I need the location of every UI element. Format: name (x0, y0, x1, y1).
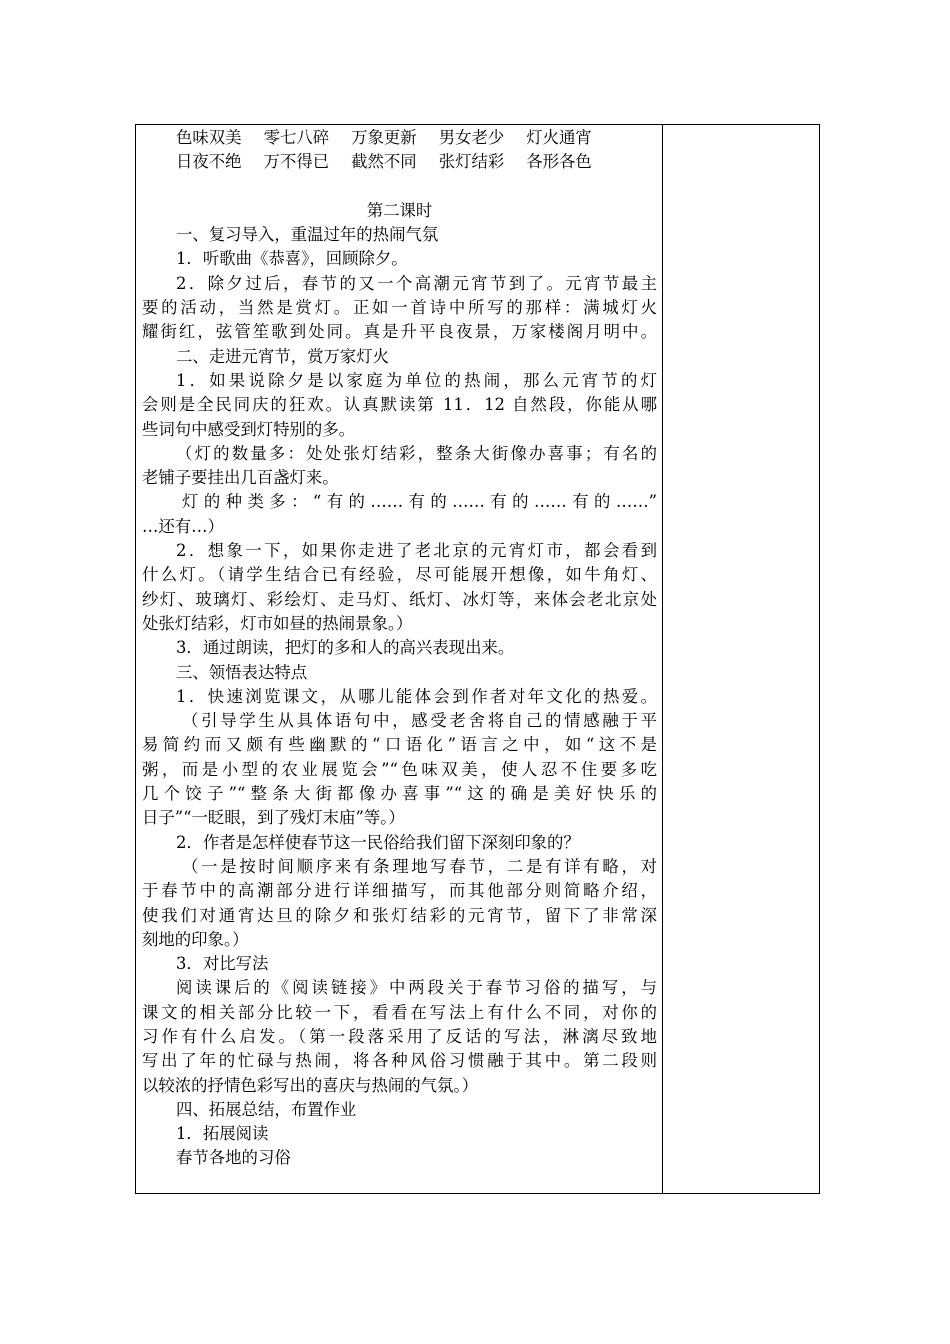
paragraph-line: 日子”“一眨眼，到了残灯末庙”等。） (142, 808, 405, 828)
section-heading: 一、复习导入，重温过年的热闹气氛 (176, 225, 439, 245)
section-heading: 三、领悟表达特点 (176, 662, 308, 682)
notes-cell (663, 125, 819, 1193)
paragraph-line: 3．通过朗读，把灯的多和人的高兴表现出来。 (176, 638, 515, 658)
paragraph-line: 阅读课后的《阅读链接》中两段关于春节习俗的描写，与 (176, 978, 657, 998)
paragraph-line: 3．对比写法 (176, 954, 269, 974)
paragraph-line: 写出了年的忙碌与热闹，将各种风俗习惯融于其中。第二段则 (142, 1051, 657, 1071)
paragraph-line: 2．想象一下，如果你走进了老北京的元宵灯市，都会看到 (176, 541, 657, 561)
paragraph-line: 处张灯结彩，灯市如昼的热闹景象。） (142, 613, 413, 633)
paragraph-line: 1．快速浏览课文，从哪儿能体会到作者对年文化的热爱。 (176, 686, 657, 706)
paragraph-line: 几个饺子”“整条大街都像办喜事”“这的确是美好快乐的 (142, 784, 657, 804)
vocab-word: 零七八碎 (263, 128, 330, 147)
paragraph-line: 1．听歌曲《恭喜》，回顾除夕。 (176, 249, 408, 269)
paragraph-line: （一是按时间顺序来有条理地写春节，二是有详有略，对 (182, 856, 657, 876)
vocab-word: 日夜不绝 (176, 152, 242, 172)
vocab-row (142, 150, 657, 174)
vocab-word: 色味双美 (176, 128, 242, 147)
section-heading: 四、拓展总结，布置作业 (176, 1099, 357, 1119)
lesson-title: 第二课时 (366, 200, 433, 220)
paragraph-line: 习作有什么启发。（第一段落采用了反话的写法，淋漓尽致地 (142, 1026, 657, 1046)
vocab-word: 万不得已 (263, 152, 330, 172)
paragraph-line: 耀街红，弦管笙歌到处同。真是升平良夜景，万家楼阁月明中。 (142, 322, 657, 342)
paragraph-line: 老铺子要挂出几百盏灯来。 (142, 468, 339, 488)
section-heading: 二、走进元宵节，赏万家灯火 (176, 346, 390, 366)
paragraph-line: …还有…） (142, 516, 224, 536)
paragraph-line: 粥，而是小型的农业展览会”“色味双美，使人忍不住要多吃 (142, 759, 657, 779)
paragraph-line: 纱灯、玻璃灯、彩绘灯、走马灯、纸灯、冰灯等，来体会老北京处 (142, 589, 657, 609)
paragraph-line: 1．如果说除夕是以家庭为单位的热闹，那么元宵节的灯 (176, 370, 657, 390)
paragraph-line: 1．拓展阅读 (176, 1124, 269, 1144)
paragraph-line: 2．除夕过后，春节的又一个高潮元宵节到了。元宵节最主 (176, 273, 657, 293)
paragraph-line: 以较浓的抒情色彩写出的喜庆与热闹的气氛。） (142, 1075, 479, 1095)
vocab-word: 灯火通宵 (526, 128, 592, 147)
paragraph-line: 易简约而又颇有些幽默的“口语化”语言之中，如“这不是 (142, 735, 657, 755)
lesson-content-cell (136, 125, 662, 1193)
paragraph-line: 课文的相关部分比较一下，看看在写法上有什么不同，对你的 (142, 1002, 657, 1022)
vocab-word: 男女老少 (438, 128, 505, 147)
paragraph-line: 要的活动，当然是赏灯。正如一首诗中所写的那样：满城灯火 (142, 298, 657, 318)
paragraph-line: 灯的种类多：“有的……有的……有的……有的……” (182, 492, 657, 512)
vocab-word: 万象更新 (351, 128, 417, 147)
paragraph-line: 春节各地的习俗 (176, 1148, 291, 1168)
paragraph-line: 使我们对通宵达旦的除夕和张灯结彩的元宵节，留下了非常深 (142, 905, 657, 925)
paragraph-line: 什么灯。（请学生结合已有经验，尽可能展开想像，如牛角灯、 (142, 565, 657, 585)
paragraph-line: 刻地的印象。） (142, 929, 249, 949)
vocab-row (142, 126, 657, 150)
paragraph-line: 会则是全民同庆的狂欢。认真默读第 11．12 自然段，你能从哪 (142, 395, 657, 415)
vocab-word: 各形各色 (526, 152, 592, 172)
paragraph-line: 2．作者是怎样使春节这一民俗给我们留下深刻印象的？ (176, 832, 580, 852)
paragraph-line: 于春节中的高潮部分进行详细描写，而其他部分则简略介绍， (142, 881, 657, 901)
vocab-word: 截然不同 (351, 152, 417, 172)
vocab-word: 张灯结彩 (438, 152, 505, 172)
lesson-plan-table (135, 124, 820, 1194)
paragraph-line: 些词句中感受到灯特别的多。 (142, 419, 356, 439)
paragraph-line: （灯的数量多：处处张灯结彩，整条大街像办喜事；有名的 (176, 443, 657, 463)
paragraph-line: （引导学生从具体语句中，感受老舍将自己的情感融于平 (182, 711, 657, 731)
